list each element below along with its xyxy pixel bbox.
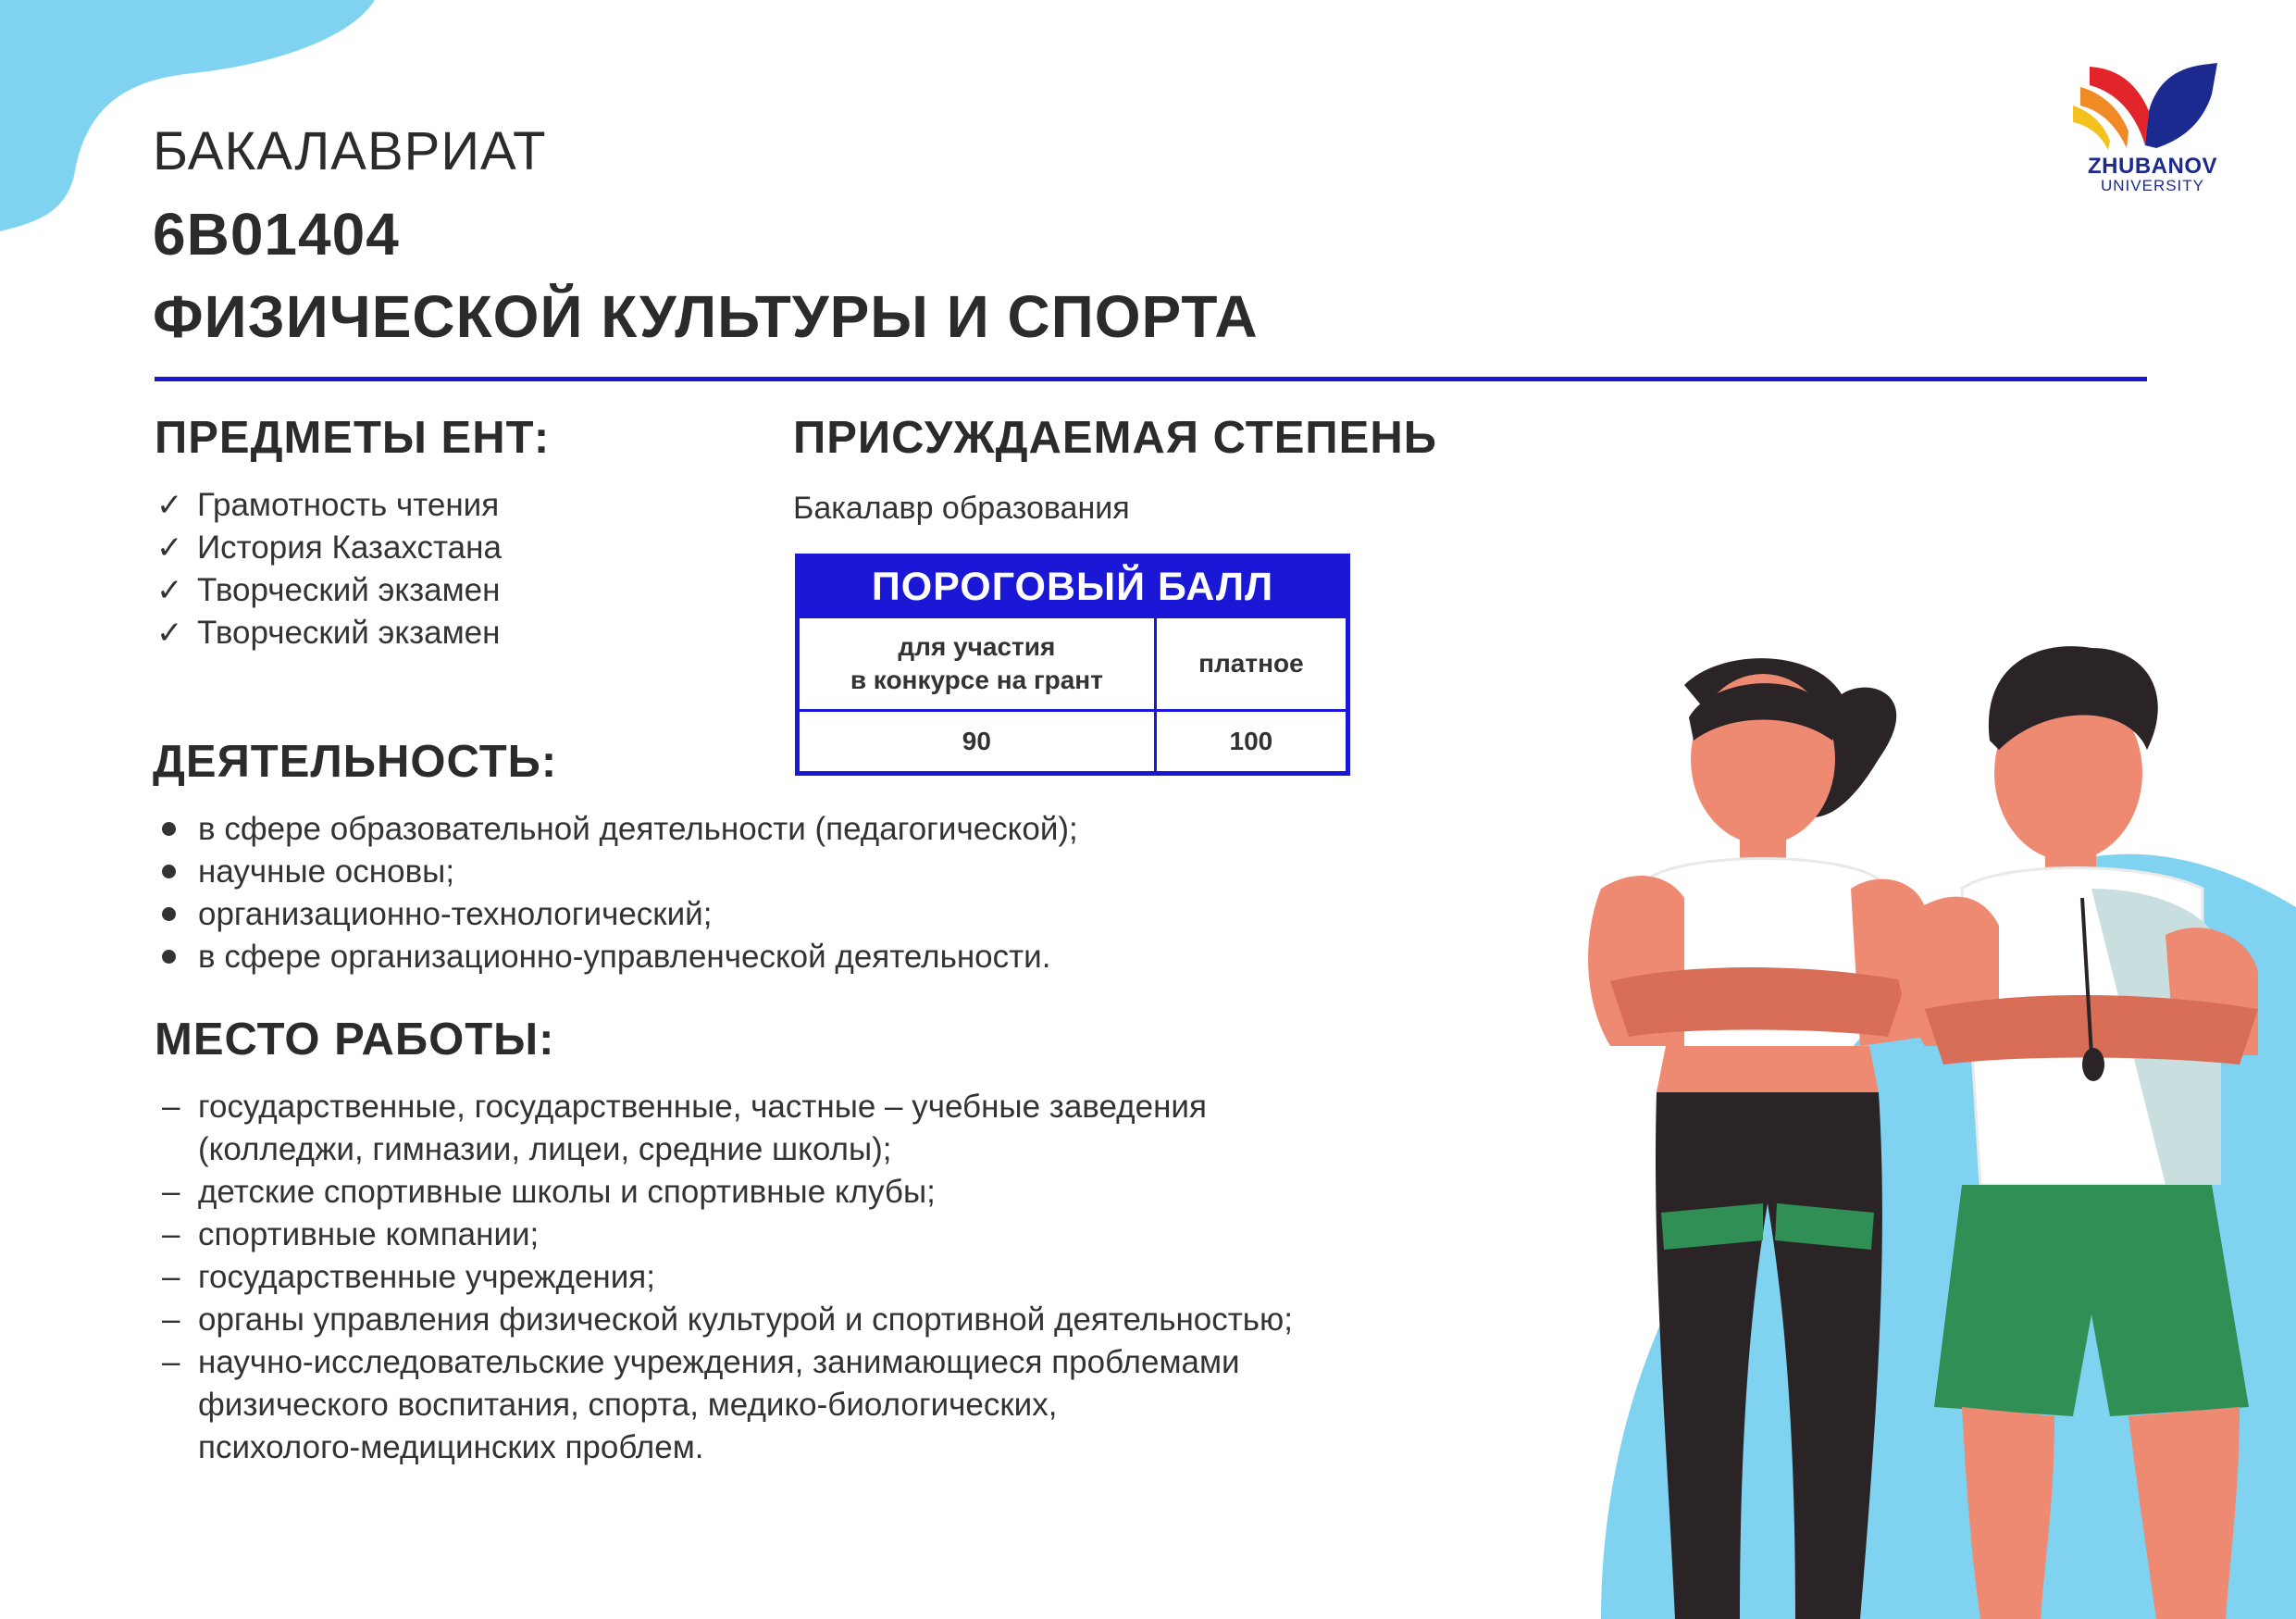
list-item: организационно-технологический; bbox=[155, 893, 1078, 936]
list-item-continuation: физического воспитания, спорта, медико-биологических, bbox=[198, 1387, 1058, 1423]
program-code: 6В01404 bbox=[153, 201, 400, 268]
workplace-heading: МЕСТО РАБОТЫ: bbox=[155, 1015, 555, 1065]
bullet-dot-icon bbox=[162, 907, 176, 921]
degree-level-title: БАКАЛАВРИАТ bbox=[153, 121, 547, 181]
check-icon: ✓ bbox=[156, 488, 183, 523]
bullet-dot-icon bbox=[162, 950, 176, 964]
header-divider bbox=[155, 377, 2147, 381]
list-item: – научно-исследовательские учреждения, занимающиеся проблемами bbox=[155, 1341, 1293, 1384]
logo-subtitle: UNIVERSITY bbox=[2100, 177, 2205, 194]
dash-icon: – bbox=[162, 1259, 180, 1295]
workplace-list bbox=[155, 1086, 1293, 1469]
paid-column-header: платное bbox=[1155, 617, 1347, 711]
zhubanov-logo-icon bbox=[2064, 57, 2221, 155]
list-item: в сфере образовательной деятельности (педагогической); bbox=[155, 808, 1078, 851]
bullet-dot-icon bbox=[162, 865, 176, 878]
list-item: – государственные, государственные, частные – учебные заведения bbox=[155, 1086, 1293, 1128]
threshold-score-table bbox=[795, 554, 1350, 776]
ent-heading: ПРЕДМЕТЫ ЕНТ: bbox=[155, 413, 551, 463]
list-item: – органы управления физической культурой и спортивной деятельностью; bbox=[155, 1299, 1293, 1341]
degree-heading: ПРИСУЖДАЕМАЯ СТЕПЕНЬ bbox=[793, 413, 1437, 463]
ent-subject-list bbox=[155, 484, 502, 654]
list-item: – спортивные компании; bbox=[155, 1214, 1293, 1256]
list-item: научные основы; bbox=[155, 851, 1078, 893]
dash-icon: – bbox=[162, 1216, 180, 1252]
activity-list bbox=[155, 808, 1078, 978]
list-item: ✓ Творческий экзамен bbox=[155, 612, 502, 654]
list-item-continuation: психолого-медицинских проблем. bbox=[198, 1429, 704, 1465]
activity-heading: ДЕЯТЕЛЬНОСТЬ: bbox=[153, 737, 558, 787]
female-athlete-figure bbox=[1588, 658, 1925, 1619]
grant-column-header: для участия в конкурсе на грант bbox=[798, 617, 1156, 711]
list-item: ✓ Творческий экзамен bbox=[155, 569, 502, 612]
male-athlete-figure bbox=[1897, 646, 2258, 1619]
program-name: ФИЗИЧЕСКОЙ КУЛЬТУРЫ И СПОРТА bbox=[153, 283, 1259, 350]
check-icon: ✓ bbox=[156, 616, 183, 651]
list-item: ✓ История Казахстана bbox=[155, 527, 502, 569]
dash-icon: – bbox=[162, 1301, 180, 1338]
list-item-continuation: (колледжи, гимназии, лицеи, средние школы); bbox=[198, 1131, 892, 1167]
logo-name: ZHUBANOV bbox=[2088, 154, 2217, 179]
check-icon: ✓ bbox=[156, 573, 183, 608]
athletes-illustration bbox=[1444, 611, 2296, 1619]
threshold-title: ПОРОГОВЫЙ БАЛЛ bbox=[798, 556, 1348, 617]
top-left-blob bbox=[0, 0, 375, 231]
list-item: в сфере организационно-управленческой деятельности. bbox=[155, 936, 1078, 978]
check-icon: ✓ bbox=[156, 530, 183, 566]
bullet-dot-icon bbox=[162, 822, 176, 836]
dash-icon: – bbox=[162, 1174, 180, 1210]
grant-score-value: 90 bbox=[798, 711, 1156, 774]
list-item: – детские спортивные школы и спортивные клубы; bbox=[155, 1171, 1293, 1214]
dash-icon: – bbox=[162, 1344, 180, 1380]
list-item: – государственные учреждения; bbox=[155, 1256, 1293, 1299]
paid-score-value: 100 bbox=[1155, 711, 1347, 774]
degree-value: Бакалавр образования bbox=[793, 491, 1130, 526]
list-item: ✓ Грамотность чтения bbox=[155, 484, 502, 527]
dash-icon: – bbox=[162, 1089, 180, 1125]
